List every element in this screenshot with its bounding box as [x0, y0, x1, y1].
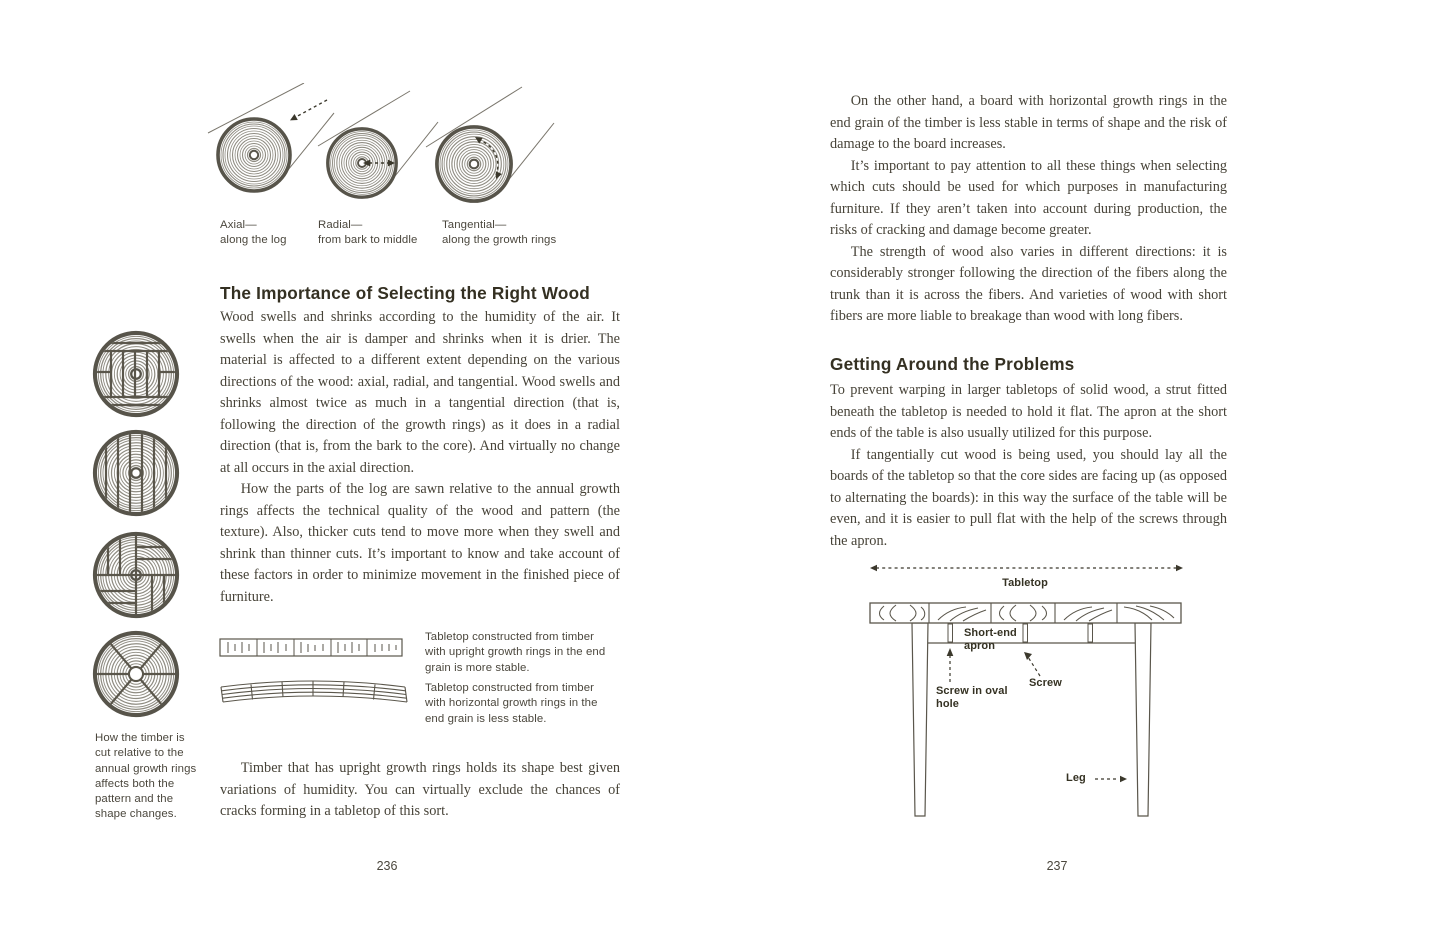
right-body-text-top	[830, 91, 1227, 328]
paragraph: It’s important to pay attention to all these things when selecting which cuts should be used for which purposes in manufacturing furniture. If they aren’t taken into account during production, the risks of cracking and damage become greater.	[830, 157, 1227, 238]
short-end-apron-label: Short-end apron	[964, 627, 1017, 652]
screw-left	[948, 624, 953, 642]
cut-pattern-quarter	[95, 534, 177, 616]
table-leg-right	[1135, 623, 1151, 816]
horizontal-rings-caption: Tabletop constructed from timber with horizontal growth rings in the end grain is less stable.	[425, 682, 598, 725]
axial-log-figure	[208, 83, 334, 191]
cut-pattern-radial	[95, 633, 177, 715]
paragraph: How the parts of the log are sawn relative to the annual growth rings affects the technical quality of the wood and pattern (the texture). Also, thicker cuts tend to move more when they swell and shrink than thinner cuts. It’s important to know and take account of these factors in order to minimize movement in the finished piece of furniture.	[220, 481, 620, 605]
upright-rings-caption: Tabletop constructed from timber with upright growth rings in the end grain is more stable.	[425, 631, 606, 674]
tabletop-stability-figure	[218, 636, 413, 716]
log-direction-figure	[206, 83, 596, 215]
paragraph: If tangentially cut wood is being used, you should lay all the boards of the tabletop so that the core sides are facing up (as opposed to alternating the boards): in this way the surface of the table will be even, and it is easier to pull flat with the help of the screws through the apron.	[830, 446, 1227, 549]
cut-pattern-plain	[95, 432, 177, 514]
right-section-heading: Getting Around the Problems	[830, 354, 1075, 374]
axial-arrow-icon	[290, 100, 327, 120]
leg-arrow-icon	[1095, 776, 1127, 782]
axial-label: Axial— along the log	[220, 219, 287, 247]
radial-label: Radial— from bark to middle	[318, 219, 418, 247]
paragraph: Wood swells and shrinks according to the humidity of the air. It swells when the air is damper and shrinks when it is drier. The material is affected to a different extent depending on the various directions of the wood: axial, radial, and tangential. Wood swells and shrinks almost twice as much in a tangential direction (that is, following the direction of the growth rings) as it does in a radial direction (that is, from the bark to the core). And virtually no change at all occurs in the axial direction.	[220, 309, 620, 476]
screw-right	[1088, 624, 1093, 642]
screw-arrow-icon	[1024, 652, 1040, 676]
cut-pattern-boxed	[95, 333, 177, 415]
tabletop-label: Tabletop	[1002, 577, 1048, 589]
paragraph: To prevent warping in larger tabletops of solid wood, a strut fitted beneath the tabletop is needed to hold it flat. The apron at the short ends of the table is also usually utilized for this purpose.	[830, 382, 1227, 441]
table-leg-left	[912, 623, 928, 816]
left-section-heading: The Importance of Selecting the Right Wood	[220, 283, 590, 303]
paragraph: The strength of wood also varies in different directions: it is considerably stronger following the direction of the fibers along the trunk than it is across the fibers. And varieties of wood with short fibers are more liable to breakage than wood with long fibers.	[830, 243, 1227, 324]
radial-log-figure	[318, 91, 438, 197]
tabletop-end-grain	[870, 603, 1181, 623]
cut-patterns-caption: How the timber is cut relative to the annual growth rings affects both the pattern and the shape changes.	[95, 732, 197, 821]
right-page-number: 237	[1046, 859, 1068, 873]
upright-rings-tabletop-figure	[220, 639, 402, 656]
tangential-log-figure	[426, 87, 554, 201]
leg-label: Leg	[1066, 772, 1086, 784]
left-closing-text	[220, 758, 620, 823]
paragraph: Timber that has upright growth rings holds its shape best given variations of humidity. You can virtually exclude the chances of cracks forming in a tabletop of this sort.	[220, 760, 620, 819]
screw-label: Screw	[1029, 677, 1062, 689]
right-body-text-bottom	[830, 380, 1227, 552]
cut-pattern-figures	[88, 328, 188, 724]
screw-in-oval-hole-label: Screw in oval hole	[936, 685, 1008, 710]
left-page-number: 236	[376, 859, 398, 873]
left-body-text	[220, 307, 620, 608]
warped-tabletop-figure	[221, 681, 407, 702]
tangential-label: Tangential— along the growth rings	[442, 219, 557, 247]
screw-oval-hole-arrow-icon	[947, 648, 954, 682]
table-construction-figure	[866, 558, 1188, 826]
width-arrow-icon	[870, 565, 1183, 571]
paragraph: On the other hand, a board with horizontal growth rings in the end grain of the timber is less stable in terms of shape and the risk of damage to the board increases.	[830, 93, 1227, 152]
